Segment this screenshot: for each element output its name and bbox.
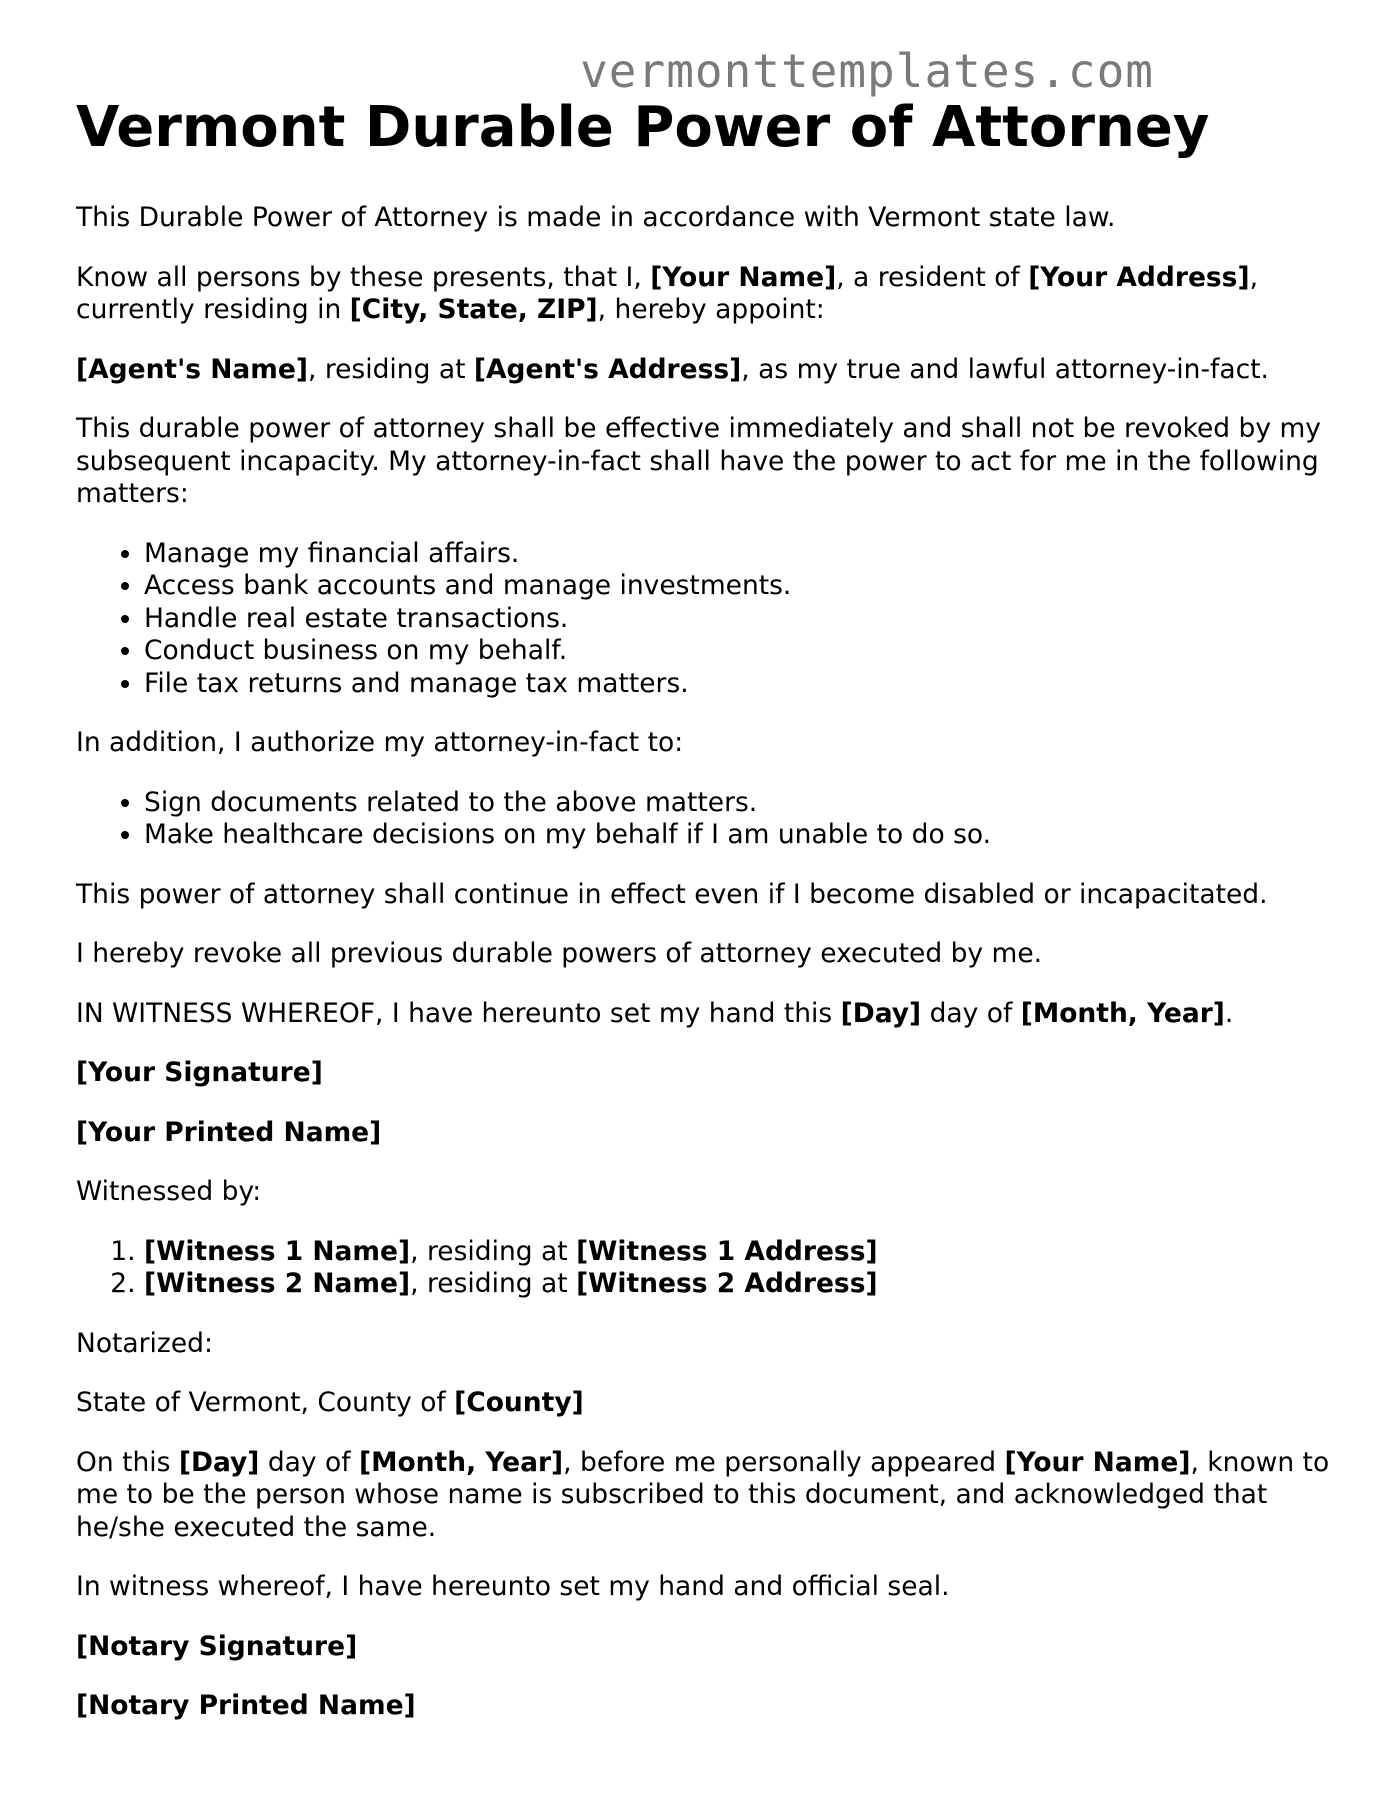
appointment-paragraph: Know all persons by these presents, that I, [Your Name], a resident of [Your Address], currently residing in [City, State, ZIP], hereby appoint: (76, 261, 1259, 326)
your-signature-line: [Your Signature] (76, 1057, 323, 1089)
watermark: vermonttemplates.com (580, 44, 1154, 98)
notary-statement: On this [Day] day of [Month, Year], before me personally appeared [Your Name], known to me to be the person whose name is subscribed to this document, and acknowledged that he/she executed the same. (76, 1446, 1330, 1543)
addition-paragraph: In addition, I authorize my attorney-in-fact to: (76, 727, 684, 759)
list-item: • Conduct business on my behalf. (144, 635, 1336, 668)
agent-name-placeholder: [Agent's Name] (76, 353, 308, 385)
list-item: • Access bank accounts and manage investments. (144, 570, 1336, 603)
principal-address-placeholder: [Your Address] (1028, 261, 1250, 293)
notary-state-line: State of Vermont, County of [County] (76, 1387, 584, 1419)
your-printed-name-line: [Your Printed Name] (76, 1116, 382, 1148)
list-item: • File tax returns and manage tax matters. (144, 668, 1336, 701)
principal-name-placeholder: [Your Name] (650, 261, 837, 293)
month-year-placeholder: [Month, Year] (1020, 997, 1225, 1029)
notary-signature-line: [Notary Signature] (76, 1630, 358, 1662)
notary-printed-name-line: [Notary Printed Name] (76, 1690, 416, 1722)
list-item: 1. [Witness 1 Name], residing at [Witness 1 Address] (144, 1236, 1336, 1269)
list-item: 2. [Witness 2 Name], residing at [Witness 2 Address] (144, 1268, 1336, 1301)
effective-paragraph: This durable power of attorney shall be effective immediately and shall not be revoked by my subsequent incapacity. My attorney-in-fact shall have the power to act for me in the following matters: (76, 413, 1321, 510)
witness-clause: IN WITNESS WHEREOF, I have hereunto set my hand this [Day] day of [Month, Year]. (76, 997, 1234, 1029)
powers-list (76, 538, 1336, 701)
revocation-paragraph: I hereby revoke all previous durable powers of attorney executed by me. (76, 938, 1043, 970)
city-state-zip-placeholder: [City, State, ZIP] (349, 294, 598, 326)
notary-witness-paragraph: In witness whereof, I have hereunto set my hand and official seal. (76, 1571, 950, 1603)
witnessed-by-label: Witnessed by: (76, 1176, 262, 1208)
agent-address-placeholder: [Agent's Address] (473, 353, 742, 385)
day-placeholder: [Day] (840, 997, 922, 1029)
list-item: • Handle real estate transactions. (144, 603, 1336, 636)
list-item: • Manage my financial affairs. (144, 538, 1336, 571)
intro-paragraph: This Durable Power of Attorney is made in accordance with Vermont state law. (76, 202, 1116, 234)
county-placeholder: [County] (454, 1387, 584, 1419)
agent-paragraph: [Agent's Name], residing at [Agent's Address], as my true and lawful attorney-in-fact. (76, 353, 1269, 385)
list-item: • Sign documents related to the above matters. (144, 787, 1336, 820)
document-page (76, 96, 1336, 1750)
page-title: Vermont Durable Power of Attorney (76, 95, 1210, 160)
notarized-label: Notarized: (76, 1327, 213, 1359)
additional-powers-list (76, 787, 1336, 852)
list-item: • Make healthcare decisions on my behalf if I am unable to do so. (144, 819, 1336, 852)
continuation-paragraph: This power of attorney shall continue in effect even if I become disabled or incapacitated. (76, 878, 1268, 910)
witness-list (76, 1236, 1336, 1301)
